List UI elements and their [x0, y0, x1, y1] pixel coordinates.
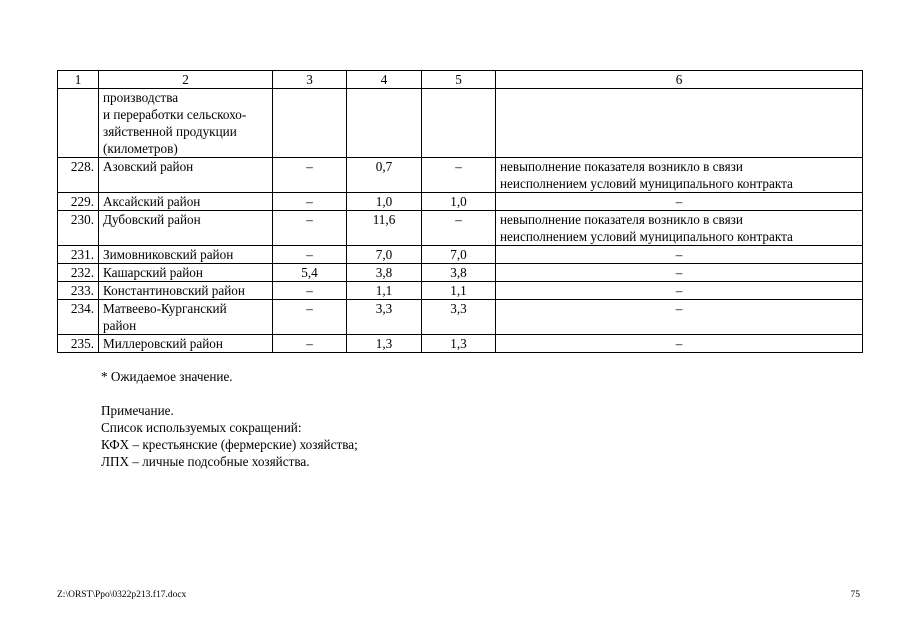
row-number: 231.	[58, 246, 99, 264]
cell-num	[58, 89, 99, 158]
value-col4: 1,3	[347, 335, 422, 353]
comment-cell	[496, 158, 863, 193]
header-cell-6: 6	[496, 71, 863, 89]
district-name-line: район	[103, 318, 137, 333]
value-col3: –	[273, 300, 347, 335]
cell-name-line: (километров)	[103, 141, 178, 156]
cell-col3	[273, 89, 347, 158]
header-cell-5: 5	[422, 71, 496, 89]
row-number: 229.	[58, 193, 99, 211]
value-col4: 11,6	[347, 211, 422, 246]
comment-line: –	[675, 265, 683, 280]
cell-name-line: и переработки сельскохо-	[103, 107, 247, 122]
comment-cell	[496, 211, 863, 246]
comment-cell	[496, 282, 863, 300]
cell-col4	[347, 89, 422, 158]
value-col3: 5,4	[273, 264, 347, 282]
value-col4: 1,1	[347, 282, 422, 300]
comment-line: –	[675, 301, 683, 316]
value-col3: –	[273, 335, 347, 353]
row-number: 232.	[58, 264, 99, 282]
district-name	[99, 193, 273, 211]
district-name	[99, 246, 273, 264]
cell-col5	[422, 89, 496, 158]
comment-cell	[496, 193, 863, 211]
table-row	[58, 335, 863, 353]
comment-cell	[496, 246, 863, 264]
district-name	[99, 300, 273, 335]
value-col3: –	[273, 193, 347, 211]
header-cell-1: 1	[58, 71, 99, 89]
district-name	[99, 264, 273, 282]
value-col5: –	[422, 211, 496, 246]
value-col4: 0,7	[347, 158, 422, 193]
abbreviation-lph: ЛПХ – личные подсобные хозяйства.	[101, 454, 310, 469]
table-row	[58, 158, 863, 193]
district-name-line: Матвеево-Курганский	[103, 301, 227, 316]
table-row	[58, 211, 863, 246]
page-number: 75	[850, 590, 860, 600]
district-name-line: Миллеровский район	[103, 336, 223, 351]
comment-cell	[496, 300, 863, 335]
comment-cell	[496, 264, 863, 282]
district-name-line: Константиновский район	[103, 283, 245, 298]
district-name	[99, 158, 273, 193]
note-title: Примечание.	[101, 403, 174, 418]
abbreviation-list-intro: Список используемых сокращений:	[101, 420, 302, 435]
value-col4: 7,0	[347, 246, 422, 264]
district-name	[99, 211, 273, 246]
table-body	[58, 71, 863, 353]
value-col4: 1,0	[347, 193, 422, 211]
value-col5: 1,1	[422, 282, 496, 300]
district-name-line: Дубовский район	[103, 212, 201, 227]
district-name	[99, 282, 273, 300]
value-col5: –	[422, 158, 496, 193]
value-col4: 3,3	[347, 300, 422, 335]
table-row	[58, 193, 863, 211]
comment-line: –	[675, 283, 683, 298]
district-name	[99, 335, 273, 353]
table-row	[58, 300, 863, 335]
district-name-line: Аксайский район	[103, 194, 201, 209]
cell-name-line: зяйственной продукции	[103, 124, 237, 139]
value-col5: 1,3	[422, 335, 496, 353]
value-col4: 3,8	[347, 264, 422, 282]
table-header-row	[58, 71, 863, 89]
comment-cell	[496, 335, 863, 353]
value-col5: 7,0	[422, 246, 496, 264]
table-row	[58, 246, 863, 264]
footer-file-path: Z:\ORST\Ppo\0322p213.f17.docx	[57, 590, 187, 600]
district-name-line: Азовский район	[103, 159, 194, 174]
row-number: 233.	[58, 282, 99, 300]
header-cell-3: 3	[273, 71, 347, 89]
value-col5: 3,3	[422, 300, 496, 335]
header-cell-2: 2	[99, 71, 273, 89]
comment-line: –	[675, 247, 683, 262]
abbreviation-kfh: КФХ – крестьянские (фермерские) хозяйства;	[101, 437, 358, 452]
header-cell-4: 4	[347, 71, 422, 89]
comment-line: –	[675, 336, 683, 351]
value-col5: 1,0	[422, 193, 496, 211]
comment-line: невыполнение показателя возникло в связи	[500, 212, 743, 227]
comment-line: неисполнением условий муниципального контракта	[500, 176, 793, 191]
comment-line: неисполнением условий муниципального контракта	[500, 229, 793, 244]
note-expected: * Ожидаемое значение.	[101, 369, 233, 384]
value-col3: –	[273, 282, 347, 300]
value-col5: 3,8	[422, 264, 496, 282]
cell-col6	[496, 89, 863, 158]
value-col3: –	[273, 246, 347, 264]
cell-name	[99, 89, 273, 158]
comment-line: невыполнение показателя возникло в связи	[500, 159, 743, 174]
district-name-line: Зимовниковский район	[103, 247, 234, 262]
cell-name-line: производства	[103, 90, 179, 105]
data-table	[57, 70, 863, 353]
row-number: 228.	[58, 158, 99, 193]
district-name-line: Кашарский район	[103, 265, 203, 280]
table-row	[58, 282, 863, 300]
row-number: 234.	[58, 300, 99, 335]
value-col3: –	[273, 211, 347, 246]
row-number: 235.	[58, 335, 99, 353]
table-row-continuation	[58, 89, 863, 158]
row-number: 230.	[58, 211, 99, 246]
table-row	[58, 264, 863, 282]
comment-line: –	[675, 194, 683, 209]
value-col3: –	[273, 158, 347, 193]
